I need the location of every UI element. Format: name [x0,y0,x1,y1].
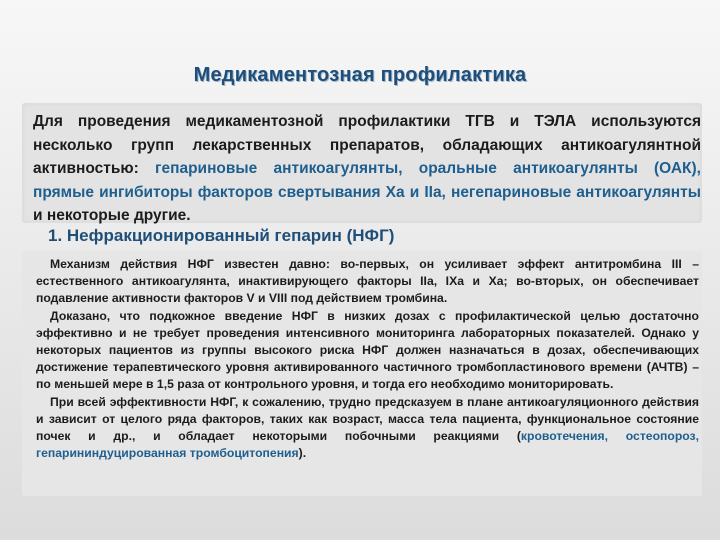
slide-title: Медикаментозная профилактика [193,64,527,86]
paragraph-proven: Доказано, что подкожное введение НФГ в низких дозах с профилактической целью достаточно эффективно и не требует проведения интенсивного мониторинга лабораторных показателей. Однако у некоторых пациентов из группы высокого риска НФГ должен назначаться в дозах, обеспечивающих достижение терапевтического уровня активированного частичного тромбопластинового времени (АЧТВ) – по меньшей мере в 1,5 раза от контрольного уровня, и тогда его необходимо мониторировать. [36,308,699,392]
section-body [36,256,699,462]
paragraph-side-effects [36,394,699,463]
paragraph-mechanism: Механизм действия НФГ известен давно: во-первых, он усиливает эффект антитромбина III – естественного антикоагулянта, инактивирующего факторы IIа, IXa и Xa; во-вторых, он обеспечивает подавление активности факторов V и VIII под действием тромбина. [36,257,699,306]
intro-paragraph [33,110,701,228]
side-effects-text-1: При всей эффективности НФГ, к сожалению, трудно предсказуем в плане антикоагуляционного действия и зависит от целого ряда факторов, таких как возраст, масса тела пациента, функциональное состояние почек и др., и обладает некоторыми побочными реакциями ( [36,394,699,444]
side-effects-list: кровотечения, остеопороз, гепарининдуцированная тромбоцитопения [36,429,699,461]
side-effects-text-2: ). [298,446,307,461]
section-heading: 1. Нефракционированный гепарин (НФГ) [48,226,395,245]
intro-text-2: и некоторые другие. [33,207,191,224]
intro-text-1: Для проведения медикаментозной профилактики ТГВ и ТЭЛА используются несколько групп лекарственных препаратов, обладающих антикоагулянтной активностью: [33,113,701,177]
intro-drug-groups: гепариновые антикоагулянты, оральные антикоагулянты (ОАК), прямые ингибиторы факторов свертывания Ха и IIа, негепариновые антикоагулянты [33,160,701,201]
